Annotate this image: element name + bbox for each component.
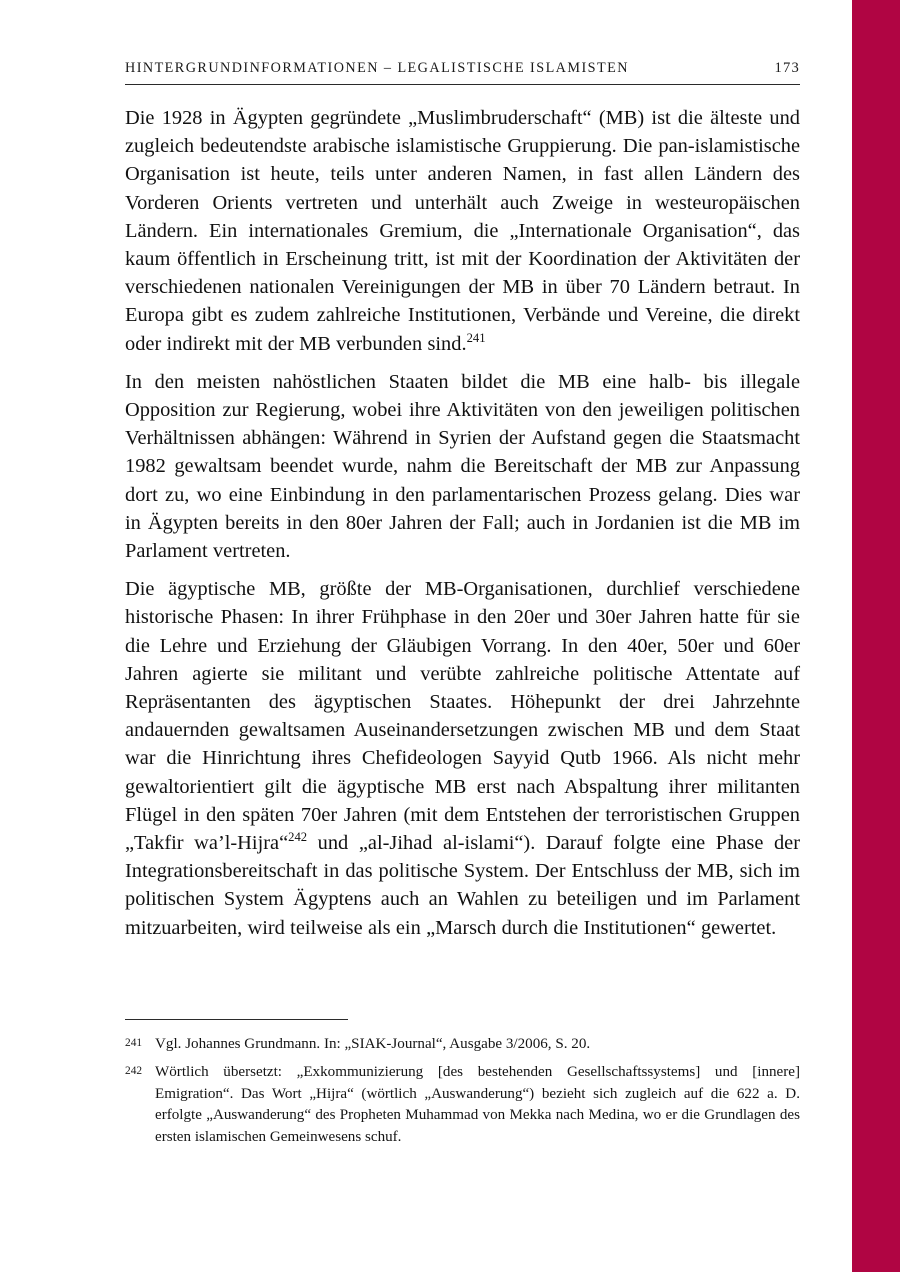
footnote-reference-242[interactable]: 242 xyxy=(288,830,308,845)
running-header xyxy=(125,60,800,85)
footnote-text: Vgl. Johannes Grundmann. In: „SIAK-Journal“, Ausgabe 3/2006, S. 20. xyxy=(155,1036,591,1052)
page-number: 173 xyxy=(774,60,800,76)
footnote-section xyxy=(125,1019,800,1148)
footnote-separator-rule xyxy=(125,1019,348,1020)
body-text-column xyxy=(125,104,800,942)
paragraph-muslimbruderschaft-overview xyxy=(125,104,800,358)
footnote-entry xyxy=(125,1062,800,1148)
paragraph-text-tail: und „al-Jihad al-islami“). Darauf folgte eine Phase der Integrationsbereitschaft in das politische System. Der Entschluss der MB, sich im politischen System Ägyptens auch an Wahlen zu beteiligen und im Parlament mitzuarbeiten, wird teilweise als ein „Marsch durch die Institutionen“ gewertet. xyxy=(125,832,800,939)
paragraph-mb-opposition xyxy=(125,368,800,565)
running-header-title: HINTERGRUNDINFORMATIONEN – LEGALISTISCHE ISLAMISTEN xyxy=(125,60,629,76)
footnote-entry xyxy=(125,1034,800,1055)
footnote-number: 242 xyxy=(125,1065,143,1078)
footnote-reference-241[interactable]: 241 xyxy=(466,330,486,345)
paragraph-text: In den meisten nahöstlichen Staaten bildet die MB eine halb- bis illegale Opposition zur Regierung, wobei ihre Aktivitäten von den jeweiligen politischen Verhältnissen abhängen: Während in Syrien der Aufstand gegen die Staatsmacht 1982 gewaltsam beendet wurde, nahm die Bereitschaft der MB zur Anpassung dort zu, wo eine Einbindung in den parlamentarischen Prozess gelang. Dies war in Ägypten bereits in den 80er Jahren der Fall; auch in Jordanien ist die MB im Parlament vertreten. xyxy=(125,370,800,563)
footnote-number: 241 xyxy=(125,1037,143,1049)
page-edge-accent-bar xyxy=(852,0,900,1272)
footnote-text: Wörtlich übersetzt: „Exkommunizierung [des bestehenden Gesellschaftssystems] und [innere] Emigration“. Das Wort „Hijra“ (wörtlich „Auswanderung“) bezieht sich zugleich auf die 622 a. D. erfolgte „Auswanderung“ des Propheten Muhammad von Mekka nach Medina, wo er die Grundlagen des ersten islamischen Gemeinwesens schuf. xyxy=(155,1064,800,1145)
paragraph-text: Die ägyptische MB, größte der MB-Organisationen, durchlief verschiedene historische Phasen: In ihrer Frühphase in den 20er und 30er Jahren hatte für sie die Lehre und Erziehung der Gläubigen Vorrang. In den 40er, 50er und 60er Jahren agierte sie militant und verübte zahlreiche politische Attentate auf Repräsentanten des ägyptischen Staates. Höhepunkt der drei Jahrzehnte andauernden gewaltsamen Auseinandersetzungen zwischen MB und dem Staat war die Hinrichtung ihres Chefideologen Sayyid Qutb 1966. Als nicht mehr gewaltorientiert gilt die ägyptische MB erst nach Abspaltung ihrer militanten Flügel in den späten 70er Jahren (mit dem Entstehen der terroristischen Gruppen „Takfir wa’l-Hijra“ xyxy=(125,578,800,855)
paragraph-text: Die 1928 in Ägypten gegründete „Muslimbruderschaft“ (MB) ist die älteste und zugleich bedeutendste arabische islamistische Gruppierung. Die pan-islamistische Organisation ist heute, teils unter anderen Namen, in fast allen Ländern des Vorderen Orients vertreten und unterhält auch Zweige in westeuropäischen Ländern. Ein internationales Gremium, die „Internationale Organisation“, das kaum öffentlich in Erscheinung tritt, ist mit der Koordination der Aktivitäten der verschiedenen nationalen Vereinigungen der MB in über 70 Ländern betraut. In Europa gibt es zudem zahlreiche Institutionen, Verbände und Vereine, die direkt oder indirekt mit der MB verbunden sind. xyxy=(125,107,800,355)
paragraph-egyptian-mb-phases xyxy=(125,575,800,942)
